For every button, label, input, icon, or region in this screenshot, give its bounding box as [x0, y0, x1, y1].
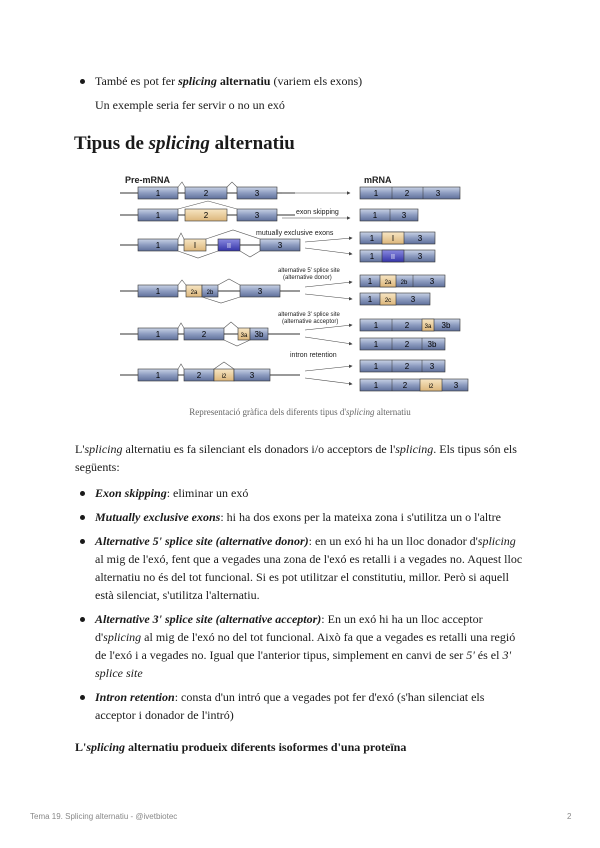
final-statement — [75, 738, 535, 756]
mrna-exon-label: 3 — [453, 381, 459, 390]
intro-paragraph — [75, 440, 535, 476]
top-bullet — [75, 72, 555, 90]
label-intron-retention: intron retention — [290, 352, 337, 359]
splicing-figure — [120, 172, 470, 397]
mrna-exon-label: 3 — [401, 211, 407, 220]
bullet-em: splicing — [178, 74, 217, 88]
type-name: Exon skipping — [95, 486, 167, 500]
mrna-exon-label: 3 — [429, 277, 435, 286]
exon-label: 2a — [190, 290, 198, 296]
exon-label: 3 — [254, 211, 260, 220]
row-constitutive — [120, 182, 460, 199]
exon-label: 3 — [254, 189, 260, 198]
bullet-dot — [80, 491, 85, 496]
type-text: : hi ha dos exons per la mateixa zona i s'utilitza un o l'altre — [220, 510, 501, 524]
mrna-exon-label: 1 — [372, 211, 378, 220]
list-item — [75, 532, 525, 604]
exon-label: 3 — [257, 287, 263, 296]
title-part-b: alternatiu — [209, 133, 295, 154]
mrna-exon-label: i2 — [428, 384, 434, 390]
exon-label: 3a — [240, 333, 248, 339]
exon-label: 2 — [196, 371, 202, 380]
bullet-dot — [80, 515, 85, 520]
caption-em: splicing — [346, 407, 375, 417]
types-list — [75, 484, 525, 724]
mrna-exon-label: 2 — [404, 362, 410, 371]
title-em: splicing — [148, 133, 210, 154]
caption-text: Representació gràfica dels diferents tipus d' — [189, 407, 347, 417]
exon-label: 1 — [155, 189, 161, 198]
bullet-dot — [80, 695, 85, 700]
exon-label: 1 — [155, 211, 161, 220]
bullet-dot — [80, 539, 85, 544]
mrna-exon-label: 1 — [369, 234, 375, 243]
intro-a: L' — [75, 442, 85, 456]
mrna-exon-label: 1 — [373, 362, 379, 371]
footer-left: Tema 19. Splicing alternatiu - @ivetbiotec — [30, 812, 178, 821]
type-text: al mig de l'exó no del tot funcional. Això fa que a vegades es retalli una regió de l'exó i a vegades no. Igual que l'anterior tipus, simplement en canvi de ser — [95, 630, 516, 662]
mrna-exon-label: 3 — [429, 362, 435, 371]
type-text: al mig de l'exó, fent que a vegades una zona de l'exó es retalli i a vegades no. Aquest lloc alternatiu no és del tot funcional. Si es pot utilitzar el constitutiu, millor. Però si aquell està silenciat, s'utilitza l'alternatiu. — [95, 552, 523, 602]
mrna-exon-label: 1 — [367, 277, 373, 286]
type-em: splicing — [103, 630, 142, 644]
bullet-text: També es pot fer — [95, 74, 179, 88]
label-alt3-b: (alternative acceptor) — [282, 319, 339, 325]
mrna-exon-label: 3 — [410, 295, 416, 304]
label-exon-skipping: exon skipping — [296, 209, 339, 216]
mrna-exon-label: 1 — [373, 189, 379, 198]
mrna-exon-label: 2 — [404, 340, 410, 349]
type-name: Alternative 3' splice site (alternative acceptor) — [95, 612, 322, 626]
type-text: : consta d'un intró que a vegades pot fer d'exó (s'han silenciat els acceptor i donador de l'intró) — [95, 690, 485, 722]
intro-b: alternatiu es fa silenciant els donadors i/o acceptors de l' — [122, 442, 396, 456]
mrna-exon-label: 2 — [404, 189, 410, 198]
type-em: 3' splice site — [95, 648, 512, 680]
mrna-exon-label: 3 — [417, 252, 423, 261]
intro-em1: splicing — [84, 442, 123, 456]
type-text: : eliminar un exó — [166, 486, 249, 500]
mrna-exon-label: 2 — [402, 381, 408, 390]
final-em: splicing — [86, 740, 126, 754]
final-b: alternatiu produeix diferents isoformes d'una proteïna — [125, 740, 407, 754]
exon-label: 2 — [201, 330, 207, 339]
mrna-exon-label: II — [391, 254, 395, 261]
exon-label: 2 — [203, 189, 209, 198]
mrna-exon-label: 1 — [373, 340, 379, 349]
type-em: 5' — [466, 648, 475, 662]
mrna-label: mRNA — [364, 175, 392, 185]
row-exon-skipping — [120, 201, 418, 221]
bullet-bold: alternatiu — [216, 74, 271, 88]
premrna-label: Pre-mRNA — [125, 175, 171, 185]
mrna-exon-label: 3b — [441, 321, 451, 330]
list-item — [75, 688, 525, 724]
exon-label: 3 — [277, 241, 283, 250]
list-item — [75, 508, 525, 526]
row-alt-5-splice — [120, 268, 445, 305]
final-a: L' — [75, 740, 87, 754]
label-alt3-a: alternative 3' splice site — [278, 312, 340, 318]
list-item — [75, 484, 525, 502]
exon-label: 3 — [249, 371, 255, 380]
figure-caption — [0, 407, 600, 417]
exon-label: 1 — [155, 241, 161, 250]
mrna-exon-label: 3 — [435, 189, 441, 198]
exon-label: 3b — [254, 330, 264, 339]
title-part-a: Tipus de — [74, 133, 149, 154]
mrna-exon-label: 2b — [400, 280, 408, 286]
type-name: Intron retention — [95, 690, 175, 704]
type-text: és el — [474, 648, 503, 662]
mrna-exon-label: 3 — [417, 234, 423, 243]
exon-label: 1 — [155, 330, 161, 339]
row-intron-retention — [120, 352, 468, 391]
type-text: : en un exó hi ha un lloc donador d' — [308, 534, 478, 548]
mrna-exon-label: 1 — [373, 321, 379, 330]
exon-label: II — [227, 243, 231, 250]
type-name: Alternative 5' splice site (alternative donor) — [95, 534, 309, 548]
mrna-exon-label: 1 — [369, 252, 375, 261]
exon-label: 2 — [203, 211, 209, 220]
type-name: Mutually exclusive exons — [95, 510, 221, 524]
mrna-exon-label: I — [391, 234, 395, 243]
example-text: Un exemple seria fer servir o no un exó — [95, 98, 285, 112]
mrna-exon-label: 3a — [424, 324, 432, 330]
exon-label: 2b — [206, 290, 214, 296]
mrna-exon-label: 2c — [384, 298, 392, 304]
mrna-exon-label: 3b — [427, 340, 437, 349]
bullet-dot — [80, 617, 85, 622]
exon-label: 1 — [155, 287, 161, 296]
bullet-post: (variem els exons) — [270, 74, 363, 88]
mrna-exon-label: 2a — [384, 280, 392, 286]
label-alt5-a: alternative 5' splice site — [278, 268, 340, 274]
label-mutually-exclusive: mutually exclusive exons — [256, 230, 334, 237]
row-mutually-exclusive — [120, 230, 435, 262]
type-text: : En un exó hi ha un lloc acceptor d' — [95, 612, 483, 644]
exon-label: I — [193, 241, 197, 250]
label-alt5-b: (alternative donor) — [283, 275, 332, 281]
exon-label: 1 — [155, 371, 161, 380]
list-item — [75, 610, 525, 682]
page-number: 2 — [567, 812, 572, 821]
type-em: splicing — [477, 534, 516, 548]
caption-post: alternatiu — [374, 407, 411, 417]
row-alt-3-splice — [120, 312, 460, 350]
intro-c: . Els tipus són els següents: — [75, 442, 517, 474]
section-title — [74, 132, 295, 156]
mrna-exon-label: 2 — [404, 321, 410, 330]
mrna-exon-label: 1 — [367, 295, 373, 304]
mrna-exon-label: 1 — [373, 381, 379, 390]
exon-label: i2 — [221, 374, 227, 380]
bullet-dot — [80, 79, 85, 84]
intro-em2: splicing — [395, 442, 434, 456]
